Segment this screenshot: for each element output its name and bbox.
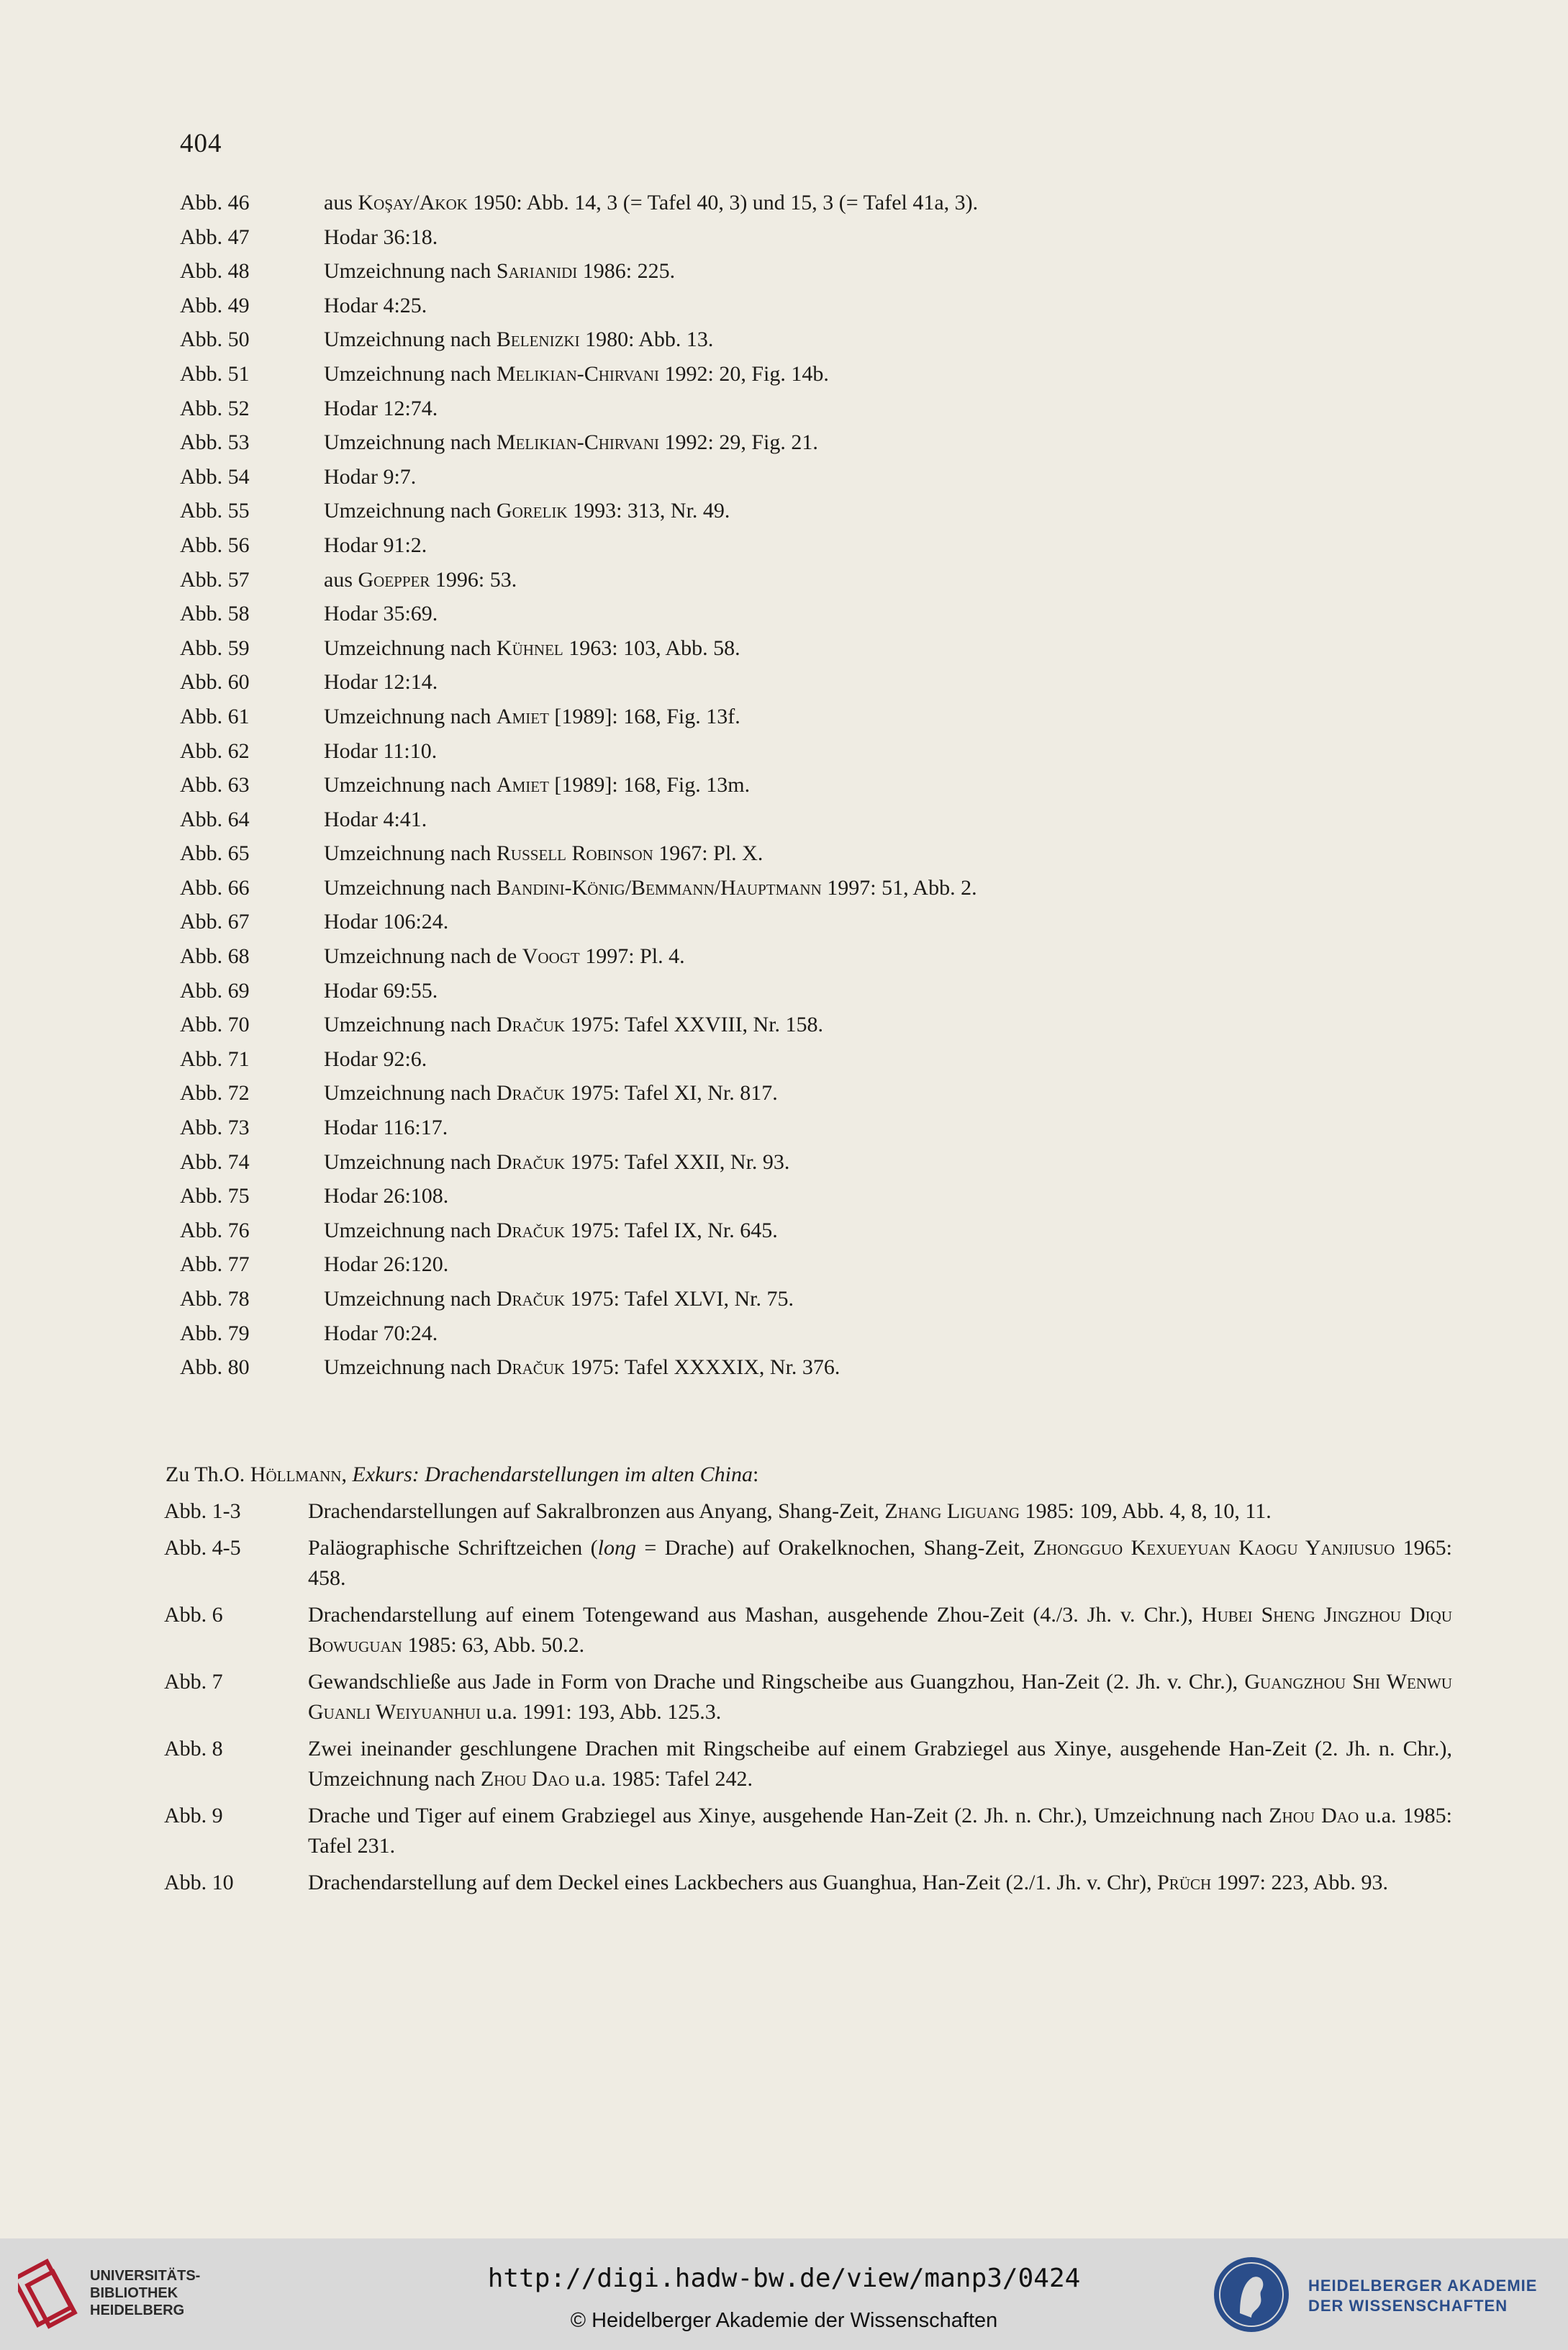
figure-caption (324, 1113, 448, 1142)
citation-author: Belenizki (496, 327, 580, 352)
figure-label: Abb. 8 (164, 1737, 223, 1761)
citation-author: Dračuk (496, 1149, 566, 1174)
caption-text: = Drache) auf Orakelknochen, Shang-Zeit, (635, 1536, 1033, 1560)
caption-text: Umzeichnung nach de (324, 944, 522, 969)
figure-list-row (180, 1285, 1187, 1319)
caption-text: Umzeichnung nach (324, 1013, 497, 1037)
caption-text: u.a. 1985: Tafel 242. (569, 1767, 753, 1791)
caption-text: Hodar 9:7. (324, 464, 417, 489)
figure-label: Abb. 60 (180, 670, 250, 695)
figure-caption (308, 1868, 1452, 1898)
figure-caption (324, 702, 740, 731)
caption-text: 1963: 103, Abb. 58. (563, 636, 740, 660)
figure-label: Abb. 71 (180, 1047, 250, 1071)
caption-text: u.a. 1985: Tafel 231. (308, 1804, 1452, 1858)
figure-label: Abb. 79 (180, 1321, 250, 1345)
caption-text: 1996: 53. (430, 567, 517, 592)
figure-list-row (180, 1250, 1187, 1285)
figure-label: Abb. 75 (180, 1184, 250, 1208)
caption-text: Umzeichnung nach (324, 704, 497, 728)
academy-seal-icon (1211, 2254, 1292, 2335)
figure-list-row (180, 189, 1187, 223)
caption-text: Umzeichnung nach (324, 636, 497, 660)
caption-text: 1985: 63, Abb. 50.2. (402, 1633, 585, 1657)
figure-list-row (180, 1148, 1187, 1183)
figure-list-row (164, 1734, 1452, 1794)
caption-text: aus (324, 191, 358, 214)
citation-author: Amiet (496, 773, 549, 797)
figure-caption (308, 1533, 1452, 1594)
figure-label: Abb. 53 (180, 430, 250, 455)
caption-text: Umzeichnung nach (324, 327, 497, 352)
figure-list-row (180, 1182, 1187, 1216)
citation-author: Sarianidi (496, 259, 578, 284)
citation-author: Bandini-König/Bemmann/Hauptmann (496, 875, 822, 900)
figure-label: Abb. 55 (180, 499, 250, 523)
caption-text: Hodar 4:41. (324, 807, 427, 831)
figure-caption (324, 634, 740, 663)
citation-author: Russell Robinson (496, 841, 653, 866)
figure-caption (324, 1045, 427, 1074)
figure-caption (324, 1216, 778, 1245)
citation-author: Kühnel (496, 636, 563, 660)
figure-list-row (180, 702, 1187, 737)
caption-text: Hodar 12:74. (324, 396, 438, 420)
caption-text: Hodar 11:10. (324, 738, 438, 763)
figure-caption (308, 1667, 1452, 1727)
caption-text: 1997: 51, Abb. 2. (821, 875, 977, 900)
figure-list-row (180, 839, 1187, 874)
figure-list-row (180, 223, 1187, 258)
figure-label: Abb. 73 (180, 1116, 250, 1140)
figure-caption (308, 1734, 1452, 1794)
citation-author: Voogt (522, 944, 580, 969)
figure-label: Abb. 69 (180, 978, 250, 1003)
figure-label: Abb. 48 (180, 259, 250, 284)
figure-list-row (180, 531, 1187, 566)
figure-list-row (180, 977, 1187, 1011)
figure-label: Abb. 67 (180, 910, 250, 934)
figure-caption (324, 325, 713, 354)
figure-label: Abb. 9 (164, 1804, 223, 1827)
figure-caption (324, 977, 438, 1005)
caption-text: Hodar 4:25. (324, 293, 427, 317)
citation-author: Amiet (496, 704, 549, 728)
figure-caption (324, 360, 829, 389)
caption-text: 1975: Tafel XXII, Nr. 93. (565, 1149, 790, 1174)
caption-text: Drachendarstellungen auf Sakralbronzen aus Anyang, Shang-Zeit, (308, 1499, 885, 1523)
citation-author: Prüch (1157, 1871, 1212, 1894)
caption-text: Hodar 26:120. (324, 1252, 449, 1277)
figure-list-row (180, 292, 1187, 326)
figure-label: Abb. 62 (180, 738, 250, 763)
caption-text: 1950: Abb. 14, 3 (= Tafel 40, 3) und 15, 3 (= Tafel 41a, 3). (467, 191, 979, 214)
figure-label: Abb. 4-5 (164, 1536, 241, 1560)
figure-list-row (180, 600, 1187, 634)
figure-caption (324, 1148, 789, 1177)
caption-text: Hodar 106:24. (324, 910, 449, 934)
figure-caption (324, 1319, 438, 1348)
figure-label: Abb. 72 (180, 1081, 250, 1106)
caption-text: Drachendarstellung auf dem Deckel eines Lackbechers aus Guanghua, Han-Zeit (2./1. Jh. v. Chr), (308, 1871, 1158, 1894)
citation-author: Goepper (358, 567, 430, 592)
figure-list-row (180, 360, 1187, 394)
figure-caption (324, 463, 416, 492)
library-name-line3: HEIDELBERG (90, 2302, 185, 2318)
caption-text: [1989]: 168, Fig. 13m. (548, 773, 751, 797)
figure-label: Abb. 76 (180, 1218, 250, 1242)
caption-text: Umzeichnung nach (324, 259, 497, 284)
caption-text: Umzeichnung nach (324, 1218, 497, 1242)
section-heading-subtitle: Exkurs: Drachendarstellungen im alten China (352, 1463, 753, 1486)
caption-text: 1975: Tafel XXVIII, Nr. 158. (565, 1013, 824, 1037)
academy-name (1308, 2276, 1537, 2316)
caption-text: Drachendarstellung auf einem Totengewand aus Mashan, ausgehende Zhou-Zeit (4./3. Jh. v. Chr.), (308, 1603, 1202, 1627)
permalink-url[interactable]: http://digi.hadw-bw.de/view/manp3/0424 (487, 2264, 1081, 2293)
caption-text: 1992: 29, Fig. 21. (659, 430, 818, 455)
figure-list-row (164, 1868, 1452, 1898)
figure-label: Abb. 49 (180, 293, 250, 317)
caption-text: [1989]: 168, Fig. 13f. (548, 704, 740, 728)
figure-caption (324, 1250, 448, 1279)
figure-caption (324, 497, 730, 525)
page-number: 404 (180, 129, 222, 158)
caption-text: Umzeichnung nach (324, 1149, 497, 1174)
figure-label: Abb. 57 (180, 567, 250, 592)
caption-text: 1993: 313, Nr. 49. (567, 499, 730, 523)
figure-caption (324, 839, 763, 868)
figure-list-row (180, 1011, 1187, 1045)
caption-text: 1986: 225. (577, 259, 676, 284)
figure-list-primary (180, 189, 1187, 1388)
figure-list-row (180, 1216, 1187, 1251)
caption-text: Umzeichnung nach (324, 773, 497, 797)
figure-list-row (180, 874, 1187, 908)
caption-text: Hodar 116:17. (324, 1116, 448, 1140)
figure-list-row (180, 634, 1187, 669)
caption-text: Hodar 36:18. (324, 225, 438, 249)
citation-author: Dračuk (496, 1218, 566, 1242)
caption-text: Umzeichnung nach (324, 499, 497, 523)
figure-list-row (180, 325, 1187, 360)
figure-caption (324, 1011, 823, 1039)
figure-label: Abb. 77 (180, 1252, 250, 1277)
academy-name-line2: DER WISSENSCHAFTEN (1308, 2297, 1508, 2315)
figure-label: Abb. 47 (180, 225, 250, 249)
caption-text: 1967: Pl. X. (653, 841, 763, 866)
figure-list-row (164, 1801, 1452, 1861)
figure-caption (324, 394, 438, 423)
caption-text: 1992: 20, Fig. 14b. (659, 361, 829, 386)
figure-caption (308, 1600, 1452, 1660)
figure-list-row (164, 1667, 1452, 1727)
figure-caption (324, 668, 438, 697)
figure-caption (324, 805, 427, 834)
citation-author: Zhou Dao (1269, 1804, 1359, 1827)
caption-text: Paläographische Schriftzeichen ( (308, 1536, 598, 1560)
citation-author: Gorelik (496, 499, 568, 523)
figure-label: Abb. 66 (180, 875, 250, 900)
figure-list-row (180, 1113, 1187, 1148)
section-heading-separator: , (341, 1463, 353, 1486)
section-heading-prefix: Zu Th.O. (166, 1463, 250, 1486)
figure-label: Abb. 7 (164, 1670, 223, 1694)
section-heading-colon: : (753, 1463, 759, 1486)
citation-author: Dračuk (496, 1013, 566, 1037)
caption-text: 1980: Abb. 13. (579, 327, 714, 352)
caption-text: Umzeichnung nach (324, 875, 497, 900)
figure-list-row (180, 668, 1187, 702)
caption-text: Hodar 91:2. (324, 533, 427, 557)
figure-list-row (180, 805, 1187, 840)
caption-text: Drache und Tiger auf einem Grabziegel aus Xinye, ausgehende Han-Zeit (2. Jh. n. Chr.), Umzeichnung nach (308, 1804, 1269, 1827)
figure-list-row (180, 1045, 1187, 1080)
figure-label: Abb. 58 (180, 602, 250, 626)
figure-label: Abb. 78 (180, 1287, 250, 1311)
figure-caption (324, 908, 448, 936)
figure-caption (324, 737, 437, 766)
library-name-line1: UNIVERSITÄTS- (90, 2268, 201, 2284)
figure-list-row (180, 257, 1187, 292)
citation-author: Zhang Liguang (884, 1499, 1020, 1523)
figure-caption (324, 189, 978, 217)
figure-label: Abb. 46 (180, 191, 250, 214)
figure-list-row (180, 497, 1187, 531)
figure-list-row (164, 1496, 1452, 1527)
caption-text: Umzeichnung nach (324, 361, 497, 386)
caption-text: Hodar 35:69. (324, 602, 438, 626)
figure-caption (324, 292, 427, 320)
section-heading (166, 1463, 758, 1487)
figure-caption (324, 257, 675, 286)
caption-text: Hodar 92:6. (324, 1047, 427, 1071)
figure-caption (324, 531, 427, 560)
figure-label: Abb. 6 (164, 1603, 223, 1627)
caption-text: Hodar 12:14. (324, 670, 438, 695)
figure-caption (324, 942, 685, 971)
figure-list-row (180, 908, 1187, 942)
figure-label: Abb. 1-3 (164, 1499, 241, 1523)
figure-caption (324, 771, 750, 800)
figure-list-row (164, 1533, 1452, 1594)
caption-text: 1965: 458. (308, 1536, 1452, 1590)
caption-text: aus (324, 567, 358, 592)
caption-text: Umzeichnung nach (324, 1081, 497, 1106)
caption-text: 1985: 109, Abb. 4, 8, 10, 11. (1020, 1499, 1272, 1523)
caption-text: Hodar 69:55. (324, 978, 438, 1003)
caption-text: u.a. 1991: 193, Abb. 125.3. (481, 1700, 722, 1724)
figure-label: Abb. 56 (180, 533, 250, 557)
figure-label: Abb. 10 (164, 1871, 234, 1894)
figure-label: Abb. 70 (180, 1013, 250, 1037)
copyright-notice: © Heidelberger Akademie der Wissenschaften (570, 2309, 998, 2332)
figure-label: Abb. 74 (180, 1149, 250, 1174)
figure-label: Abb. 68 (180, 944, 250, 969)
figure-label: Abb. 51 (180, 361, 250, 386)
figure-list-row (180, 1353, 1187, 1388)
figure-caption (324, 223, 438, 252)
citation-author: Koşay/Akok (358, 191, 468, 214)
figure-caption (308, 1801, 1452, 1861)
caption-text: Umzeichnung nach (324, 430, 497, 455)
citation-author: Hubei Sheng Jingzhou Diqu Bowuguan (308, 1603, 1452, 1657)
figure-caption (324, 1353, 840, 1382)
figure-caption (324, 600, 438, 628)
caption-text: 1975: Tafel XLVI, Nr. 75. (565, 1287, 794, 1311)
figure-list-row (180, 566, 1187, 600)
figure-list-row (180, 463, 1187, 497)
figure-label: Abb. 63 (180, 773, 250, 797)
figure-list-row (180, 737, 1187, 772)
figure-list-row (180, 1079, 1187, 1113)
caption-text: Gewandschließe aus Jade in Form von Drache und Ringscheibe aus Guangzhou, Han-Zeit (2. Jh. v. Chr.), (308, 1670, 1245, 1694)
figure-label: Abb. 54 (180, 464, 250, 489)
figure-label: Abb. 52 (180, 396, 250, 420)
citation-author: Dračuk (496, 1081, 566, 1106)
figure-list-row (180, 428, 1187, 463)
section-heading-author: Höllmann (250, 1463, 342, 1486)
citation-author: Melikian-Chirvani (496, 361, 660, 386)
caption-text: 1975: Tafel XXXXIX, Nr. 376. (565, 1355, 840, 1380)
figure-label: Abb. 80 (180, 1355, 250, 1380)
caption-text: Umzeichnung nach (324, 841, 497, 866)
academy-name-line1: HEIDELBERGER AKADEMIE (1308, 2277, 1538, 2295)
citation-author: Guangzhou Shi Wenwu Guanli Weiyuanhui (308, 1670, 1452, 1724)
citation-author: Zhongguo Kexueyuan Kaogu Yanjiusuo (1033, 1536, 1395, 1560)
figure-list-row (164, 1600, 1452, 1660)
figure-list-row (180, 1319, 1187, 1354)
italic-term: long (597, 1536, 636, 1560)
figure-caption (324, 1079, 778, 1108)
footer-bar (0, 2238, 1568, 2350)
citation-author: Dračuk (496, 1287, 566, 1311)
figure-label: Abb. 64 (180, 807, 250, 831)
figure-label: Abb. 65 (180, 841, 250, 866)
figure-list-row (180, 394, 1187, 429)
citation-author: Melikian-Chirvani (496, 430, 660, 455)
figure-label: Abb. 61 (180, 704, 250, 728)
library-name-line2: BIBLIOTHEK (90, 2285, 178, 2301)
caption-text: Hodar 70:24. (324, 1321, 438, 1345)
caption-text: Umzeichnung nach (324, 1355, 497, 1380)
figure-caption (324, 428, 818, 457)
citation-author: Zhou Dao (480, 1767, 570, 1791)
caption-text: 1975: Tafel IX, Nr. 645. (565, 1218, 778, 1242)
figure-caption (324, 566, 517, 595)
caption-text: Zwei ineinander geschlungene Drachen mit Ringscheibe auf einem Grabziegel aus Xinye, ausgehende Han-Zeit (2. Jh. n. Chr.), Umzeichnung nach (308, 1737, 1452, 1791)
figure-caption (324, 1285, 794, 1314)
caption-text: 1997: Pl. 4. (579, 944, 685, 969)
figure-list-row (180, 771, 1187, 805)
figure-caption (324, 874, 977, 903)
caption-text: 1997: 223, Abb. 93. (1211, 1871, 1389, 1894)
caption-text: Umzeichnung nach (324, 1287, 497, 1311)
figure-label: Abb. 59 (180, 636, 250, 660)
caption-text: Hodar 26:108. (324, 1184, 449, 1208)
figure-label: Abb. 50 (180, 327, 250, 352)
caption-text: 1975: Tafel XI, Nr. 817. (565, 1081, 778, 1106)
figure-list-row (180, 942, 1187, 977)
figure-list-secondary (164, 1496, 1452, 1904)
figure-caption (308, 1496, 1452, 1527)
figure-caption (324, 1182, 448, 1211)
citation-author: Dračuk (496, 1355, 566, 1380)
